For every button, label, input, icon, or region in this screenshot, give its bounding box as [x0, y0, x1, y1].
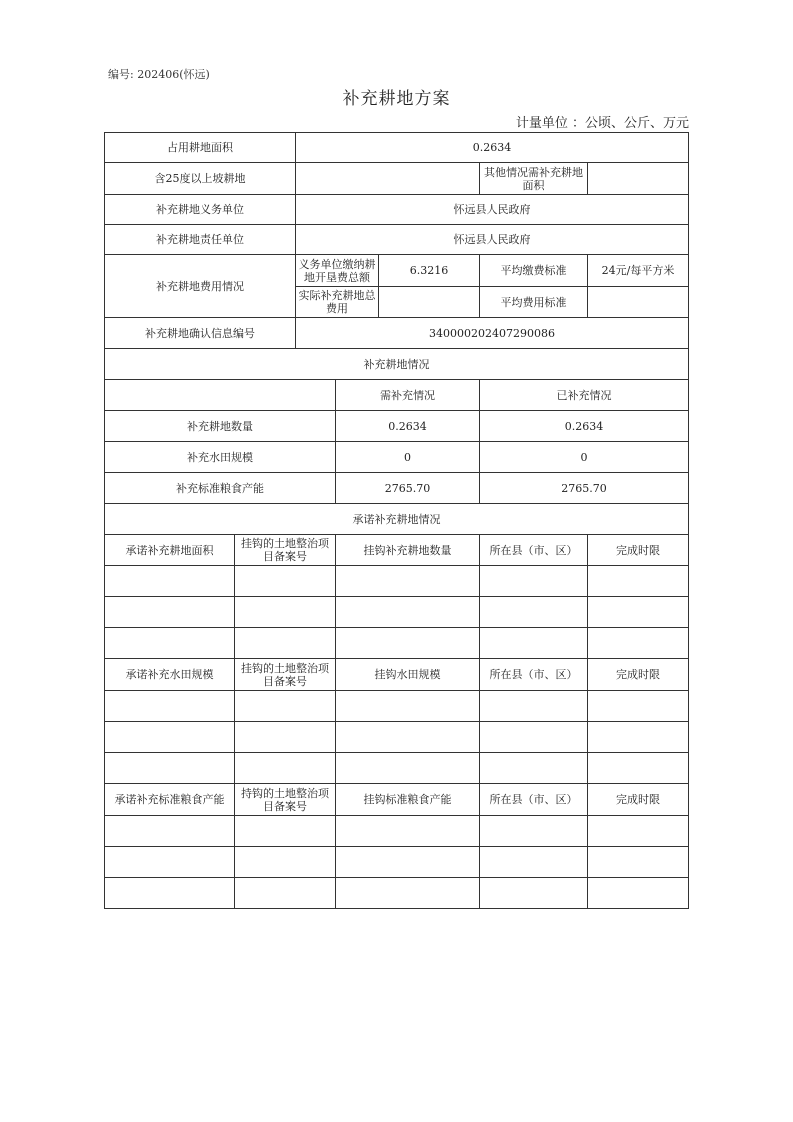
- table-row: [105, 597, 689, 628]
- promise-header-cell: 挂钩的土地整治项目备案号: [235, 659, 336, 691]
- responsible-unit-label: 补充耕地责任单位: [105, 225, 296, 255]
- done-value: 0: [480, 442, 689, 473]
- table-row: [105, 255, 689, 287]
- land-supplement-table: [104, 132, 689, 909]
- table-row: [105, 784, 689, 816]
- paid-total-value: 6.3216: [379, 255, 480, 287]
- document-number: 编号: 202406(怀远): [108, 68, 210, 81]
- occupied-area-label: 占用耕地面积: [105, 133, 296, 163]
- promise-header-cell: 挂钩的土地整治项目备案号: [235, 535, 336, 566]
- obligation-unit-label: 补充耕地义务单位: [105, 195, 296, 225]
- avg-pay-label: 平均缴费标准: [480, 255, 588, 287]
- table-row: [105, 722, 689, 753]
- table-row: [105, 753, 689, 784]
- supplement-row-label: 补充耕地数量: [105, 411, 336, 442]
- confirm-number-value: 340000202407290086: [296, 318, 689, 349]
- promise-header-cell: 承诺补充耕地面积: [105, 535, 235, 566]
- other-area-value: [588, 163, 689, 195]
- actual-total-value: [379, 287, 480, 318]
- promise-header-cell: 完成时限: [588, 784, 689, 816]
- supplement-row-label: 补充标准粮食产能: [105, 473, 336, 504]
- done-column-header: 已补充情况: [480, 380, 689, 411]
- table-row: [105, 847, 689, 878]
- confirm-number-label: 补充耕地确认信息编号: [105, 318, 296, 349]
- promise-header-cell: 挂钩标准粮食产能: [336, 784, 480, 816]
- table-row: [105, 504, 689, 535]
- slope-land-label: 含25度以上坡耕地: [105, 163, 296, 195]
- responsible-unit-value: 怀远县人民政府: [296, 225, 689, 255]
- promise-header-cell: 持钩的土地整治项目备案号: [235, 784, 336, 816]
- done-value: 2765.70: [480, 473, 689, 504]
- promise-section-title: 承诺补充耕地情况: [105, 504, 689, 535]
- table-row: [105, 349, 689, 380]
- obligation-unit-value: 怀远县人民政府: [296, 195, 689, 225]
- table-row: [105, 163, 689, 195]
- needed-value: 0.2634: [336, 411, 480, 442]
- table-row: [105, 473, 689, 504]
- table-row: [105, 380, 689, 411]
- paid-total-label: 义务单位缴纳耕地开垦费总额: [296, 255, 379, 287]
- slope-land-value: [296, 163, 480, 195]
- occupied-area-value: 0.2634: [296, 133, 689, 163]
- promise-header-cell: 挂钩水田规模: [336, 659, 480, 691]
- avg-pay-value: 24元/每平方米: [588, 255, 689, 287]
- table-row: [105, 535, 689, 566]
- table-row: [105, 133, 689, 163]
- table-row: [105, 225, 689, 255]
- promise-header-cell: 承诺补充标准粮食产能: [105, 784, 235, 816]
- table-row: [105, 411, 689, 442]
- promise-header-cell: 所在县（市、区）: [480, 784, 588, 816]
- supplement-section-title: 补充耕地情况: [105, 349, 689, 380]
- avg-cost-label: 平均费用标准: [480, 287, 588, 318]
- promise-header-cell: 完成时限: [588, 535, 689, 566]
- needed-value: 0: [336, 442, 480, 473]
- table-row: [105, 691, 689, 722]
- promise-header-cell: 完成时限: [588, 659, 689, 691]
- table-row: [105, 195, 689, 225]
- avg-cost-value: [588, 287, 689, 318]
- needed-value: 2765.70: [336, 473, 480, 504]
- promise-header-cell: 所在县（市、区）: [480, 659, 588, 691]
- other-area-label: 其他情况需补充耕地面积: [480, 163, 588, 195]
- promise-header-cell: 所在县（市、区）: [480, 535, 588, 566]
- supplement-header-blank: [105, 380, 336, 411]
- page-title: 补充耕地方案: [342, 89, 451, 109]
- table-row: [105, 878, 689, 909]
- table-row: [105, 659, 689, 691]
- table-row: [105, 318, 689, 349]
- table-row: [105, 566, 689, 597]
- supplement-row-label: 补充水田规模: [105, 442, 336, 473]
- promise-header-cell: 承诺补充水田规模: [105, 659, 235, 691]
- table-row: [105, 816, 689, 847]
- table-row: [105, 442, 689, 473]
- table-row: [105, 628, 689, 659]
- actual-total-label: 实际补充耕地总费用: [296, 287, 379, 318]
- done-value: 0.2634: [480, 411, 689, 442]
- needed-column-header: 需补充情况: [336, 380, 480, 411]
- measurement-units: 计量单位 ：公顷、公斤、万元: [515, 116, 689, 131]
- cost-label: 补充耕地费用情况: [105, 255, 296, 318]
- promise-header-cell: 挂钩补充耕地数量: [336, 535, 480, 566]
